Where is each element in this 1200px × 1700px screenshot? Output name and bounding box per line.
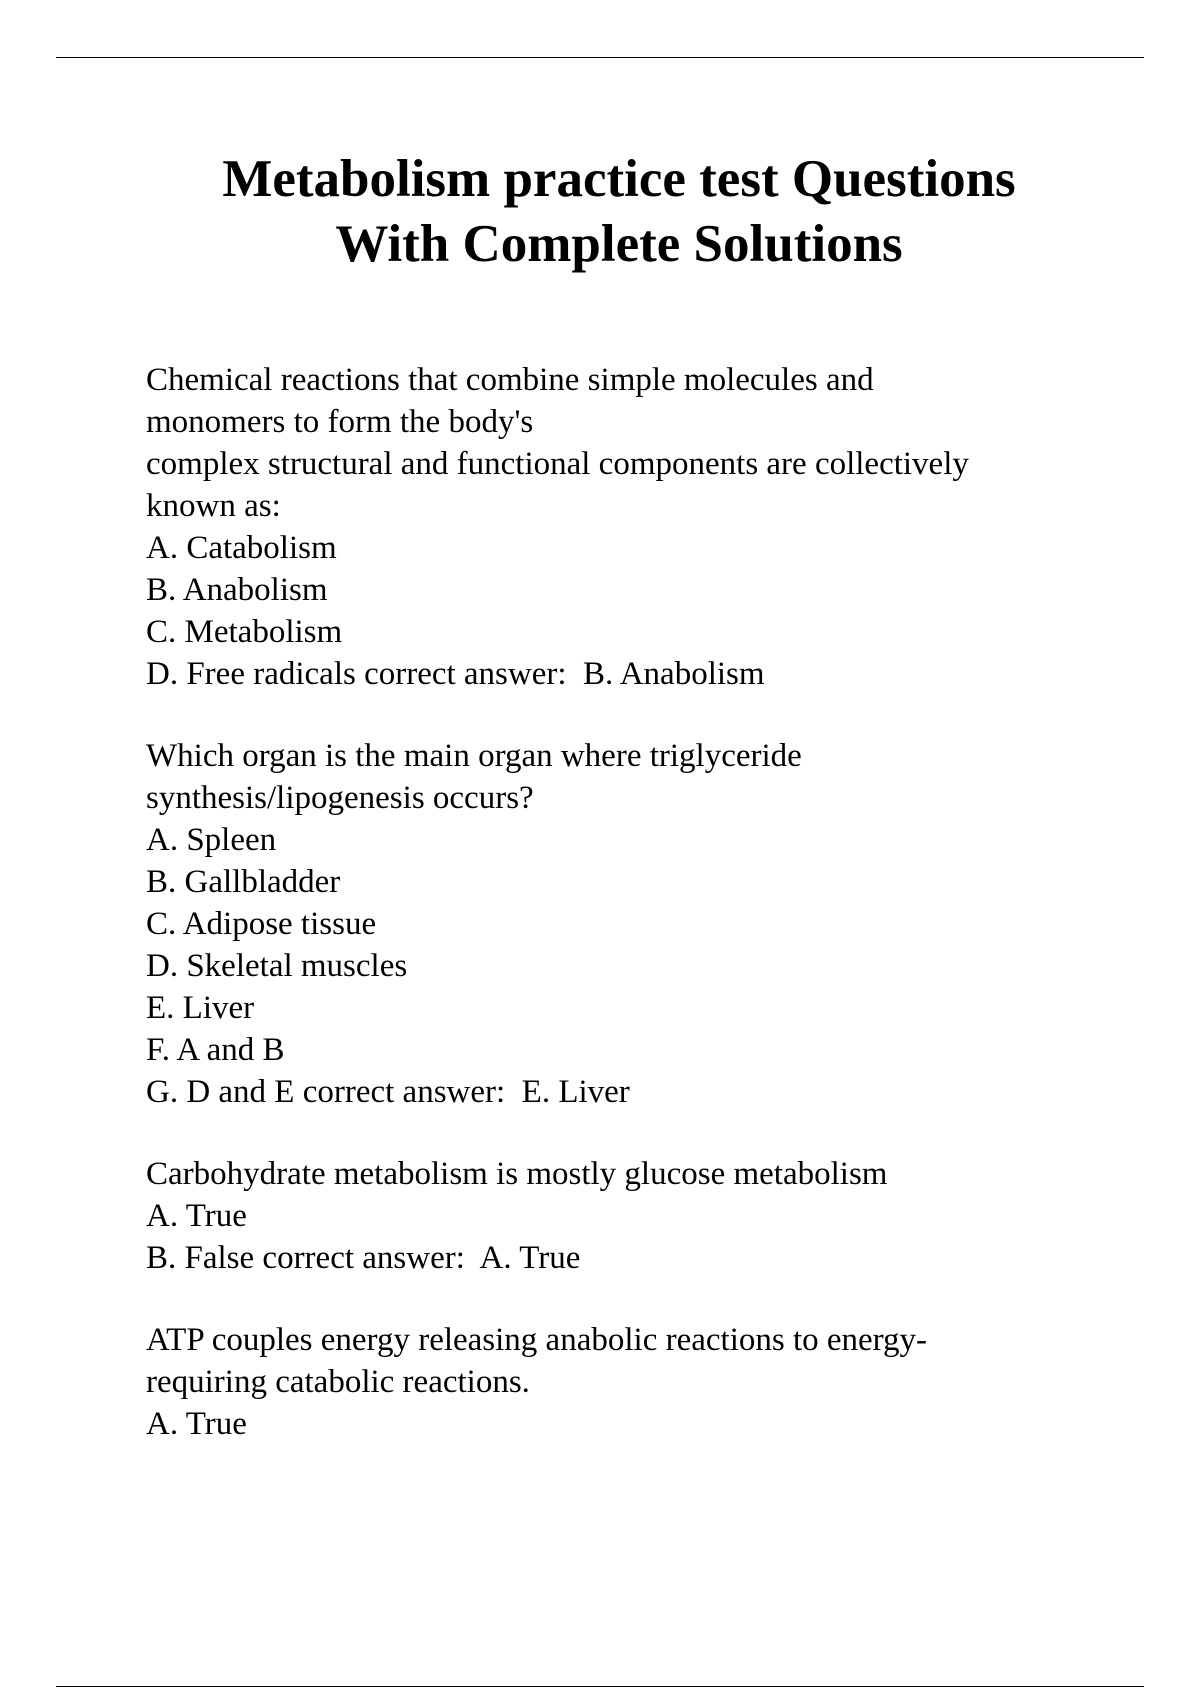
question-4-option-a: A. True <box>146 1406 247 1442</box>
question-list <box>146 359 1146 1485</box>
question-2-option-g-answer: G. D and E correct answer: E. Liver <box>146 1074 630 1110</box>
question-3-option-b-answer: B. False correct answer: A. True <box>146 1240 581 1276</box>
question-1-line-1: Chemical reactions that combine simple molecules and <box>146 362 874 398</box>
question-4-line-2: requiring catabolic reactions. <box>146 1364 530 1400</box>
top-rule <box>56 57 1144 58</box>
question-3-line-1: Carbohydrate metabolism is mostly glucose metabolism <box>146 1156 888 1192</box>
question-2-option-e: E. Liver <box>146 990 255 1026</box>
question-1-line-2: monomers to form the body's <box>146 404 534 440</box>
question-2-line-2: synthesis/lipogenesis occurs? <box>146 780 534 816</box>
question-1-option-b: B. Anabolism <box>146 572 328 608</box>
question-1 <box>146 359 1146 695</box>
question-2 <box>146 735 1146 1113</box>
question-3 <box>146 1153 1146 1279</box>
title-line-1: Metabolism practice test Questions <box>222 150 1016 208</box>
bottom-rule <box>56 1686 1144 1687</box>
question-1-line-4: known as: <box>146 488 281 524</box>
question-2-option-b: B. Gallbladder <box>146 864 341 900</box>
question-1-line-3: complex structural and functional components are collectively <box>146 446 969 482</box>
question-2-option-f: F. A and B <box>146 1032 285 1068</box>
page-title <box>0 147 1200 277</box>
question-1-option-a: A. Catabolism <box>146 530 337 566</box>
question-4-line-1: ATP couples energy releasing anabolic reactions to energy- <box>146 1322 928 1358</box>
question-1-option-c: C. Metabolism <box>146 614 343 650</box>
question-3-option-a: A. True <box>146 1198 247 1234</box>
question-2-option-c: C. Adipose tissue <box>146 906 377 942</box>
question-4 <box>146 1319 1146 1445</box>
question-2-line-1: Which organ is the main organ where triglyceride <box>146 738 802 774</box>
question-1-option-d-answer: D. Free radicals correct answer: B. Anabolism <box>146 656 765 692</box>
question-2-option-a: A. Spleen <box>146 822 277 858</box>
title-line-2: With Complete Solutions <box>335 215 903 273</box>
question-2-option-d: D. Skeletal muscles <box>146 948 408 984</box>
